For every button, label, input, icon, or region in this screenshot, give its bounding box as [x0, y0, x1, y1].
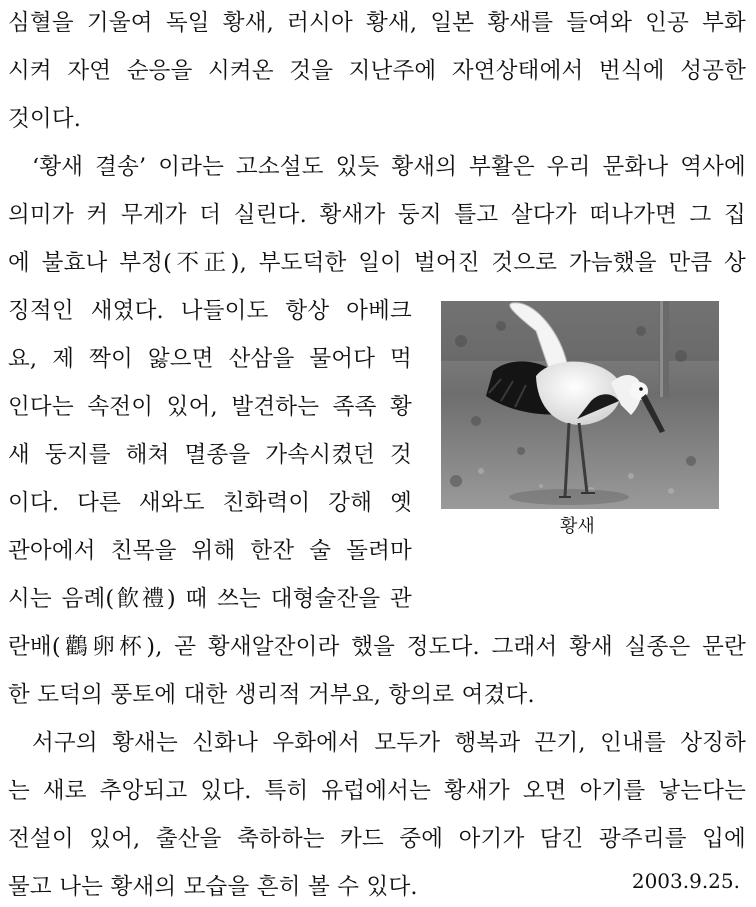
- paragraph-start-line: ‘황새 결송’ 이라는 고소설도 있듯 황새의 부활은 우리 문화나 역사에: [32, 154, 746, 180]
- text-line: 징적인 새였다. 나들이도 항상 아베크: [8, 298, 412, 324]
- publication-date: 2003.9.25.: [631, 869, 740, 893]
- paragraph-start-line: 서구의 황새는 신화나 우화에서 모두가 행복과 끈기, 인내를 상징하: [32, 730, 746, 756]
- photo-caption: 황새: [560, 516, 595, 537]
- text-line: 의미가 커 무게가 더 실린다. 황새가 둥지 틀고 살다가 떠나가면 그 집: [8, 202, 746, 228]
- text-line: 것이다.: [8, 106, 82, 132]
- text-line: 요, 제 짝이 앓으면 산삼을 물어다 먹: [8, 346, 412, 372]
- text-line: 란배(鸛卵杯), 곧 황새알잔이라 했을 정도다. 그래서 황새 실종은 문란: [8, 634, 746, 660]
- text-line: 한 도덕의 풍토에 대한 생리적 거부요, 항의로 여겼다.: [8, 682, 535, 708]
- text-line: 시는 음례(飮禮) 때 쓰는 대형술잔을 관: [8, 586, 412, 612]
- text-line: 에 불효나 부정(不正), 부도덕한 일이 벌어진 것으로 가늠했을 만큼 상: [8, 250, 746, 276]
- text-line: 전설이 있어, 출산을 축하하는 카드 중에 아기가 담긴 광주리를 입에: [8, 826, 746, 852]
- text-line: 심혈을 기울여 독일 황새, 러시아 황새, 일본 황새를 들여와 인공 부화: [8, 10, 746, 36]
- text-line: 물고 나는 황새의 모습을 흔히 볼 수 있다.: [8, 874, 418, 900]
- text-line: 관아에서 친목을 위해 한잔 술 돌려마: [8, 538, 412, 564]
- text-line: 이다. 다른 새와도 친화력이 강해 옛: [8, 490, 412, 516]
- stork-photo: [441, 301, 719, 509]
- text-line: 시켜 자연 순응을 시켜온 것을 지난주에 자연상태에서 번식에 성공한: [8, 58, 746, 84]
- stork-illustration: [441, 301, 719, 509]
- text-line: 인다는 속전이 있어, 발견하는 족족 황: [8, 394, 412, 420]
- text-line: 새 둥지를 해쳐 멸종을 가속시켰던 것: [8, 442, 412, 468]
- text-line: 는 새로 추앙되고 있다. 특히 유럽에서는 황새가 오면 아기를 낳는다는: [8, 778, 746, 804]
